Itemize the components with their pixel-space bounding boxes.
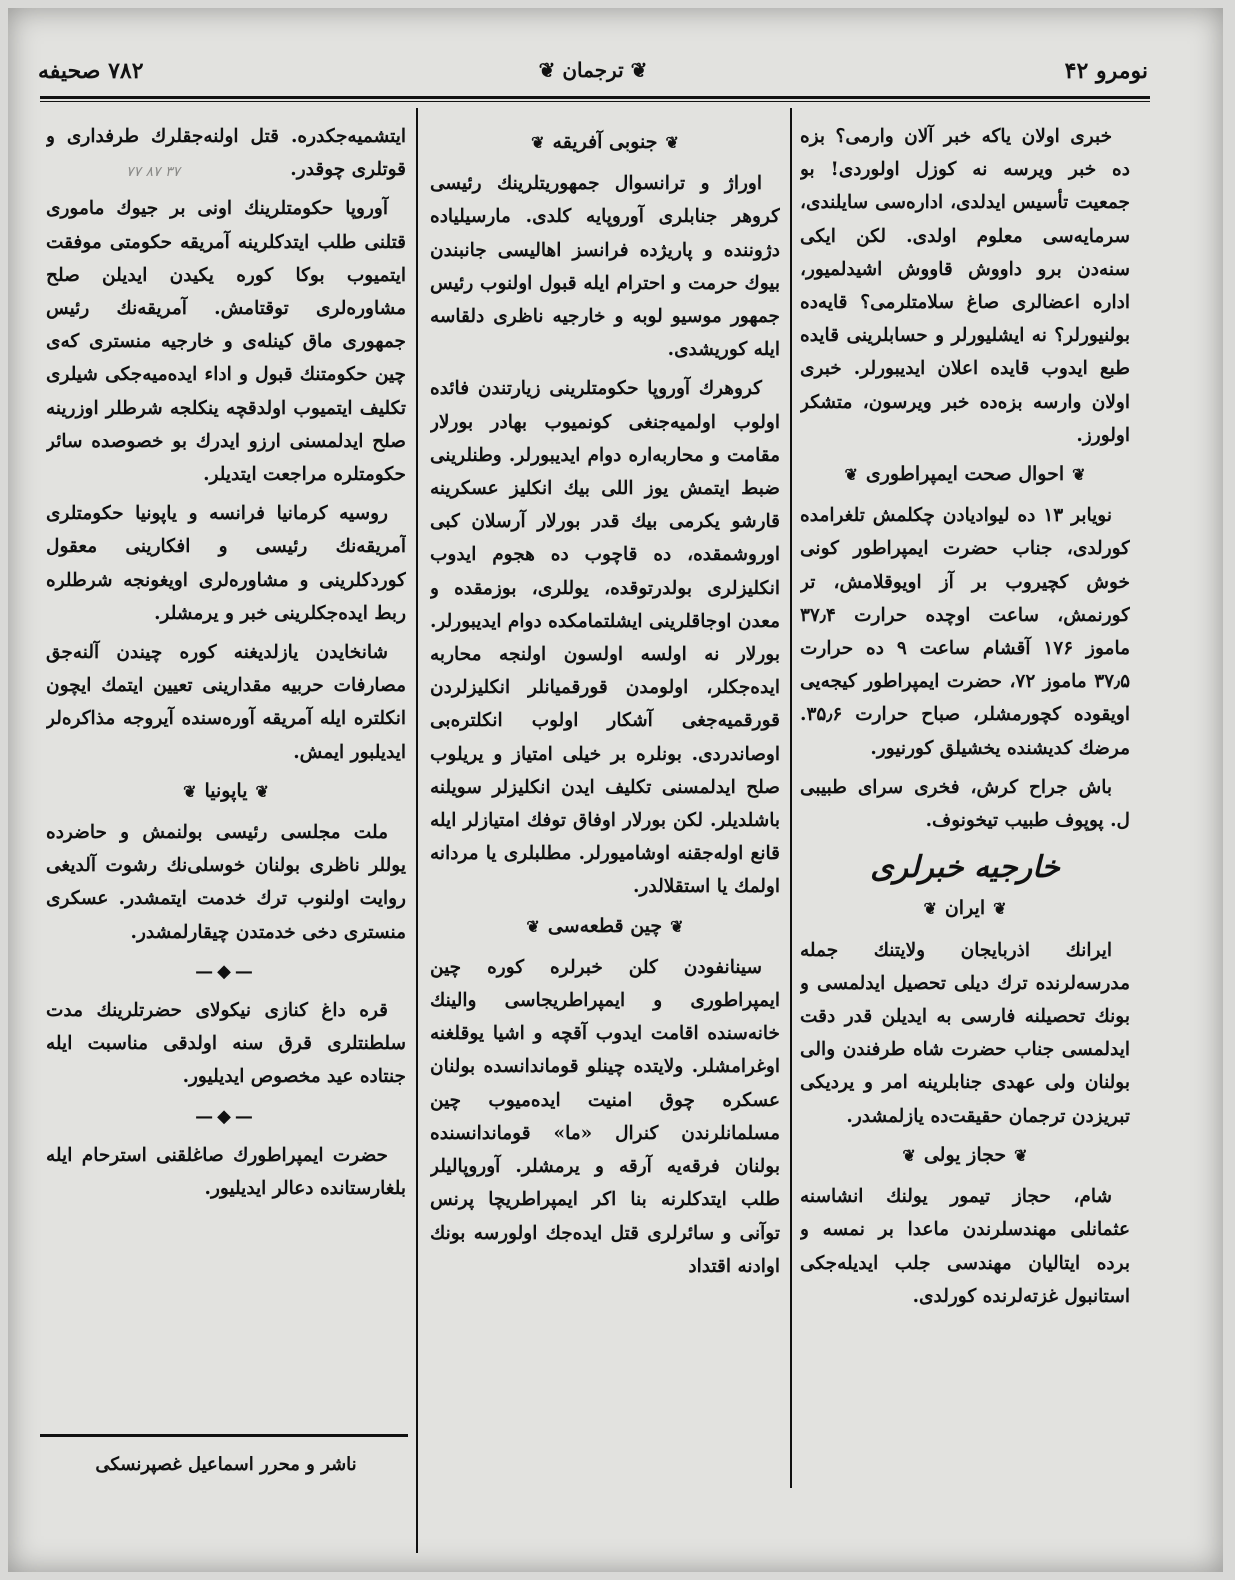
section-title: خارجيه خبرلری xyxy=(870,850,1060,886)
ornament-icon: ❦ xyxy=(670,916,684,936)
column-divider xyxy=(790,108,792,1488)
page-header xyxy=(38,54,1148,94)
article-paragraph: نويابر ۱۳ ده ليواديادن چكلمش تلغرامده كورلدی، جناب حضرت ايمپراطور كونی خوش كچيروب بر آز اويوقلامش، تر كورنمش، ساعت اوچده حرارت ۳۷٫۴ ماموز ۱۷۶ آقشام ساعت ۹ ده حرارت ۳۷٫۵ ماموز ۷۲، حضرت ايمپراطور كيجه‌يی اويقوده كچورمشلر، صباح حرارت ۳۵٫۶. مرضك كديشنده يخشيلق كورنيور. xyxy=(800,505,1130,759)
newspaper-title xyxy=(539,58,648,82)
title-text: ترجمان xyxy=(562,58,624,82)
handwritten-note: ۷۷ ۸۷ ۳۷ xyxy=(126,164,181,180)
ornament-icon: ❦ xyxy=(531,133,545,152)
header-rule xyxy=(40,96,1150,99)
section-heading xyxy=(800,1139,1130,1172)
newspaper-page xyxy=(8,8,1223,1572)
issue-number: نومرو ۴۲ xyxy=(1064,58,1148,84)
article-paragraph: شام، حجاز تيمور يولنك انشاسنه عثمانلی مهندسلرندن ماعدا بر نمسه و برده ايتاليان مهندسی جلب ايديله‌جكی استانبول غزته‌لرنده كورلدی. xyxy=(800,1186,1130,1307)
ornament-icon: ❦ xyxy=(1072,465,1086,485)
article-paragraph: قره داغ كنازی نيكولای حضرتلرينك مدت سلطنتلری قرق سنه اولدقی مناسبت ايله جنتاده عيد مخصوص ايديليور. xyxy=(46,1000,406,1088)
article-paragraph: حضرت ايمپراطورك صاغلقنی استرحام ايله بلغارستانده دعالر ايديليور. xyxy=(46,1144,406,1200)
heading-text: ايران xyxy=(944,897,986,920)
section-heading xyxy=(430,910,780,943)
article-paragraph: شانخايدن يازلديغنه كوره چيندن آلنه‌جق مصارفات حربيه مقدارينی تعيين ايتمك ايچون انكلتره ايله آمريقه آورەسنده آيروجه مذاكره‌لر ايديلبور ايمش. xyxy=(46,642,406,763)
article-paragraph: سينانفودن كلن خبرلره كوره چين ايمپراطوری و ايمپراطريجاسی والينك خانه‌سنده اقامت ايدوب آقچه و اشيا يوقلغنه اوغرامشلر. ولايتده چينلو قوماندانسده بولنان عسكره چوق امنيت ايده‌ميوب چين مسلمانلرندن كنرال «ما» قوماندانسنده بولنان فرقه‌يه آرقه و يرمشلر. آوروپاليلر طلب ايتدكلرنه بنا اكر ايمپراطريچا پرنس توآنی و سائرلری قتل ايده‌جك اولورسه بونك اوادنه اقتداد xyxy=(430,956,780,1277)
column-divider xyxy=(416,108,418,1553)
heading-text: چين قطعه‌سی xyxy=(547,914,663,937)
section-heading xyxy=(430,126,780,159)
header-rule-thin xyxy=(40,101,1150,102)
heading-text: ياپونيا xyxy=(204,779,248,802)
article-paragraph: اوراژ و ترانسوال جمهوريتلرينك رئيسی كروهر جنابلری آوروپايه كلدی. مارسيلياده دژوننده و پاريژده فرانسز اهاليسی جانبندن بيوك حرمت و احترام ايله قبول اولنوب رئيس جمهور موسيو لوبه و خارجيه ناظری دلقاسه ايله كوريشدی. xyxy=(430,173,780,361)
heading-text: حجاز يولی xyxy=(923,1143,1007,1166)
column-middle xyxy=(430,120,780,1510)
heading-text: جنوبی آفريقه xyxy=(552,131,658,153)
ornament-icon: ❦ xyxy=(183,781,197,801)
heading-text: احوال صحت ايمپراطوری xyxy=(865,463,1065,486)
column-left xyxy=(46,120,406,1520)
article-paragraph: آوروپا حكومتلرينك اونی بر جيوك ماموری قتلنی طلب ايتدكلرينه آمريقه حكومتی موفقت ايتميوب بوكا كوره يكيدن ايديلن صلح مشاوره‌لری توقتامش. آمريقه‌نك رئيس جمهوری ماق كينلەی و خارجيه منستری كه‌ی چين حكومتنك قبول و اداء ايده‌ميه‌جكی شيلری تكليف ايتميوب اولدقچه ينكلجه شرطلر اوزرينه صلح ايدلمسنی ارزو ايدرك بو خصوصده سائر حكومتلره مراجعت ايتديلر. xyxy=(46,198,406,486)
section-divider: —◆— xyxy=(195,960,257,982)
ornament-icon: ❦ xyxy=(844,465,858,485)
ornament-icon: ❦ xyxy=(923,899,937,919)
article-paragraph: ايتشميه‌جكدره. قتل اولنه‌جقلرك طرفداری و قوتلری چوقدر. xyxy=(46,126,406,181)
ornament-icon: ❦ xyxy=(630,58,648,82)
ornament-icon: ❦ xyxy=(1014,1145,1028,1165)
ornament-icon: ❦ xyxy=(665,133,679,152)
section-divider: —◆— xyxy=(195,1105,257,1127)
article-paragraph: كروهرك آوروپا حكومتلرينی زيارتندن فائده اولوب اولميه‌جنغی كونميوب بهادر بورلار مقامت و محاربه‌اره دوام ايديبورلر. وطنلرينی ضبط ايتمش يوز اللی بيك انكليز عسكرينه قارشو يكرمی بيك قدر بورلار آرسلان كبی اوروشمقده، ده قاچوب ده هجوم ايدوب انكليزلری بولدرتوقده، يوللری، بوزمقده و معدن اوجاقلرينی ايشلتمامكده دوام ايديبورلر. بورلار نه اولسه اولسون اولنجه محاربه ايده‌جكلر، اولومدن قورقميانلر انكليزلردن قورقميه‌جغی آشكار اولوب انكلترەبی اوصاندردی. بونلره بر خيلی امتياز و يريلوب صلح ايدلمسنی تكليف ايدن انكليزلر سويلنه باشلديلر. لكن بورلار اوفاق توفك امتيازلر ايله قانع اوله‌جقنه اوشاميورلر. مطلبلری يا مردانه اولمك يا استقلالدر. xyxy=(430,378,780,898)
section-heading xyxy=(800,458,1130,491)
page-number: ۷۸۲ صحيفه xyxy=(38,58,144,84)
section-heading xyxy=(800,892,1130,925)
ornament-icon: ❦ xyxy=(538,58,556,82)
section-heading xyxy=(46,775,406,808)
article-paragraph: روسيه كرمانيا فرانسه و ياپونيا حكومتلری آمريقه‌نك رئيسی و افكارينی معقول كوردكلرينی و مشاوره‌لری اويغونجه شرطلره ربط ايده‌جكلرينی خبر و يرمشلر. xyxy=(46,503,406,624)
article-paragraph: ايرانك اذربايجان ولايتنك جمله مدرسه‌لرنده ترك ديلی تحصيل ايدلمسی و بونك تحصيلنه فارسی به ايديلن قدر دقت ايدلمسی جناب حضرت شاه طرفندن والی بولنان ولی عهدی جنابلرينه امر و يرديكی تبريزدن ترجمان حقيقت‌ده يازلمشدر. xyxy=(800,939,1130,1127)
ornament-icon: ❦ xyxy=(255,781,269,801)
ornament-icon: ❦ xyxy=(902,1145,916,1165)
article-paragraph: باش جراح كرش، فخری سرای طبيبی ل. پوپوف طبيب تيخونوف. xyxy=(800,776,1130,832)
article-paragraph: ملت مجلسی رئيسی بولنمش و حاضرده يوللر ناظری بولنان خوسلی‌نك رشوت آلديغی روايت اولنوب ترك خدمت ايتمشدر. عسكری منستری دخی خدمتدن چيقارلمشدر. xyxy=(46,822,406,943)
ornament-icon: ❦ xyxy=(993,899,1007,919)
article-paragraph: خبری اولان ياكه خبر آلان وارمی؟ بزه ده خبر ويرسه نه كوزل اولوردی! بو جمعيت تأسيس ايدلدی، ادارەسی سايلندی، سرمايەسی معلوم اولدی. لكن ايكی سنەدن برو داووش قاووش اشيدلميور، اداره اعضالری صاغ سلامتلرمی؟ قايەده بولنيورلر؟ نه ايشليورلر و حسابلرينی قايده طبع ايدوب قايده اعلان ايديبورلر. خبری اولان وارسه بزەده خبر ويرسون، متشكر اولورز. xyxy=(800,126,1130,446)
ornament-icon: ❦ xyxy=(526,916,540,936)
column-right xyxy=(800,120,1130,1520)
footer-rule xyxy=(40,1434,408,1437)
publisher-line: ناشر و محرر اسماعيل غصپرنسكی xyxy=(95,1454,357,1475)
